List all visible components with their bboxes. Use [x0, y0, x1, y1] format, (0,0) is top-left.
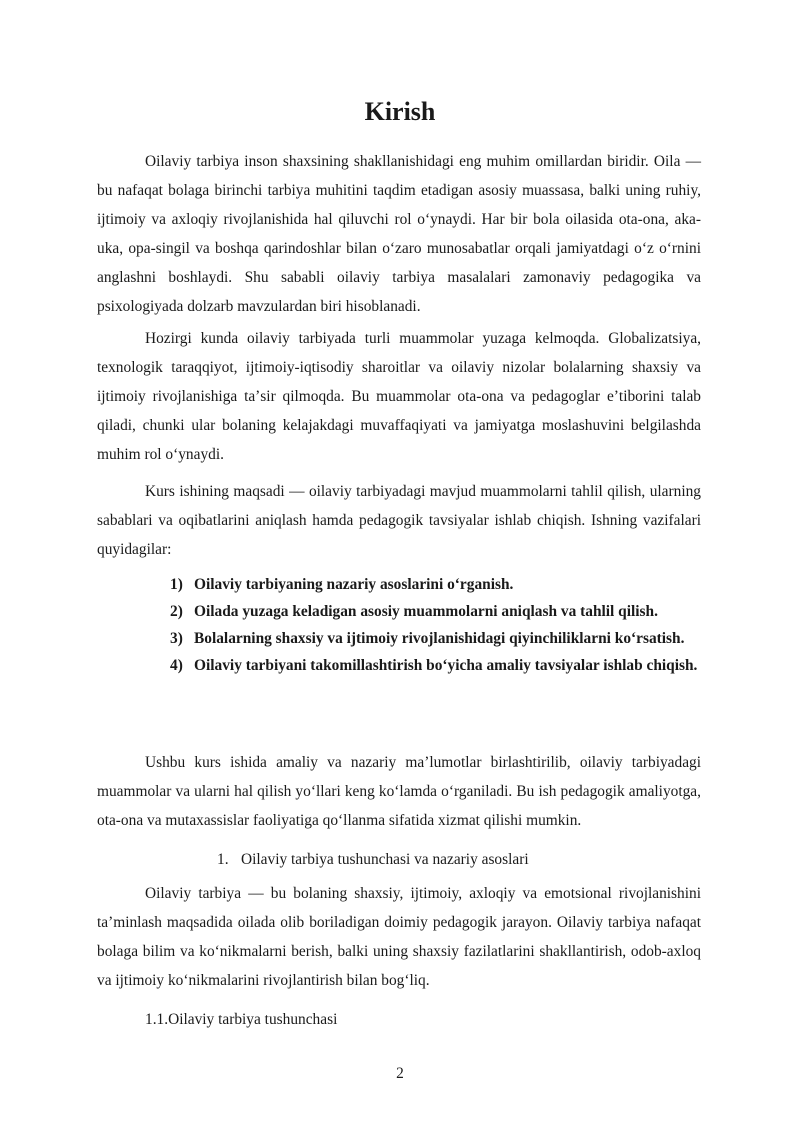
page-title: Kirish [364, 97, 436, 126]
list-item [170, 571, 701, 598]
list-item [170, 598, 701, 625]
list-item-text: Bolalarning shaxsiy va ijtimoiy rivojlanishidagi qiyinchiliklarni koʻrsatish. [194, 630, 685, 647]
intro-paragraph-2: Hozirgi kunda oilaviy tarbiyada turli muammolar yuzaga kelmoqda. Globalizatsiya, texnologik taraqqiyot, ijtimoiy-iqtisodiy sharoitlar va oilaviy nizolar bolalarning shaxsiy va ijtimoiy rivojlanishiga taʼsir qilmoqda. Bu muammolar ota-ona va pedagoglar eʼtiborini talab qiladi, chunki ular bolaning kelajakdagi muvaffaqiyati va jamiyatga moslashuvini belgilashda muhim rol oʻynaydi. [97, 330, 701, 463]
intro-paragraph-4: Ushbu kurs ishida amaliy va nazariy maʼlumotlar birlashtirilib, oilaviy tarbiyadagi muammolar va ularni hal qilish yoʻllari keng koʻlamda oʻrganiladi. Bu ish pedagogik amaliyotga, ota-ona va mutaxassislar faoliyatiga qoʻllanma sifatida xizmat qilishi mumkin. [97, 754, 701, 829]
section-paragraph-1: Oilaviy tarbiya — bu bolaning shaxsiy, ijtimoiy, axloqiy va emotsional rivojlanishini taʼminlash maqsadida oilada olib boriladigan doimiy pedagogik jarayon. Oilaviy tarbiya nafaqat bolaga bilim va koʻnikmalarni berish, balki uning shaxsiy fazilatlarini shakllantirish, odob-axloq va ijtimoiy koʻnikmalarini rivojlantirish bilan bogʻliq. [97, 885, 701, 989]
list-item-number: 3) [170, 630, 183, 647]
list-item-number: 1) [170, 576, 183, 593]
section-heading-text: Oilaviy tarbiya tushunchasi va nazariy asoslari [241, 851, 529, 868]
subsection-heading: 1.1.Oilaviy tarbiya tushunchasi [145, 1011, 338, 1028]
list-item-text: Oilada yuzaga keladigan asosiy muammolarni aniqlash va tahlil qilish. [194, 603, 658, 620]
intro-paragraph-1: Oilaviy tarbiya inson shaxsining shakllanishidagi eng muhim omillardan biridir. Oila — bu nafaqat bolaga birinchi tarbiya muhitini taqdim etadigan asosiy muassasa, balki uning ruhiy, ijtimoiy va axloqiy rivojlanishida hal qiluvchi rol oʻynaydi. Har bir bola oilasida ota-ona, aka-uka, opa-singil va boshqa qarindoshlar bilan oʻzaro munosabatlar orqali jamiyatdagi oʻz oʻrnini anglashni boshlaydi. Shu sababli oilaviy tarbiya masalalari zamonaviy pedagogika va psixologiyada dolzarb mavzulardan biri hisoblanadi. [97, 153, 701, 315]
page-number: 2 [396, 1065, 404, 1082]
section-heading [217, 845, 529, 874]
list-item-number: 2) [170, 603, 183, 620]
list-item-text: Oilaviy tarbiyani takomillashtirish boʻyicha amaliy tavsiyalar ishlab chiqish. [194, 657, 698, 674]
tasks-list [170, 571, 701, 679]
list-item [170, 652, 701, 679]
list-item-text: Oilaviy tarbiyaning nazariy asoslarini oʻrganish. [194, 576, 514, 593]
intro-paragraph-3: Kurs ishining maqsadi — oilaviy tarbiyadagi mavjud muammolarni tahlil qilish, ularning sabablari va oqibatlarini aniqlash hamda pedagogik tavsiyalar ishlab chiqish. Ishning vazifalari quyidagilar: [97, 483, 701, 558]
list-item [170, 625, 701, 652]
list-item-number: 4) [170, 657, 183, 674]
section-heading-number: 1. [217, 851, 229, 868]
